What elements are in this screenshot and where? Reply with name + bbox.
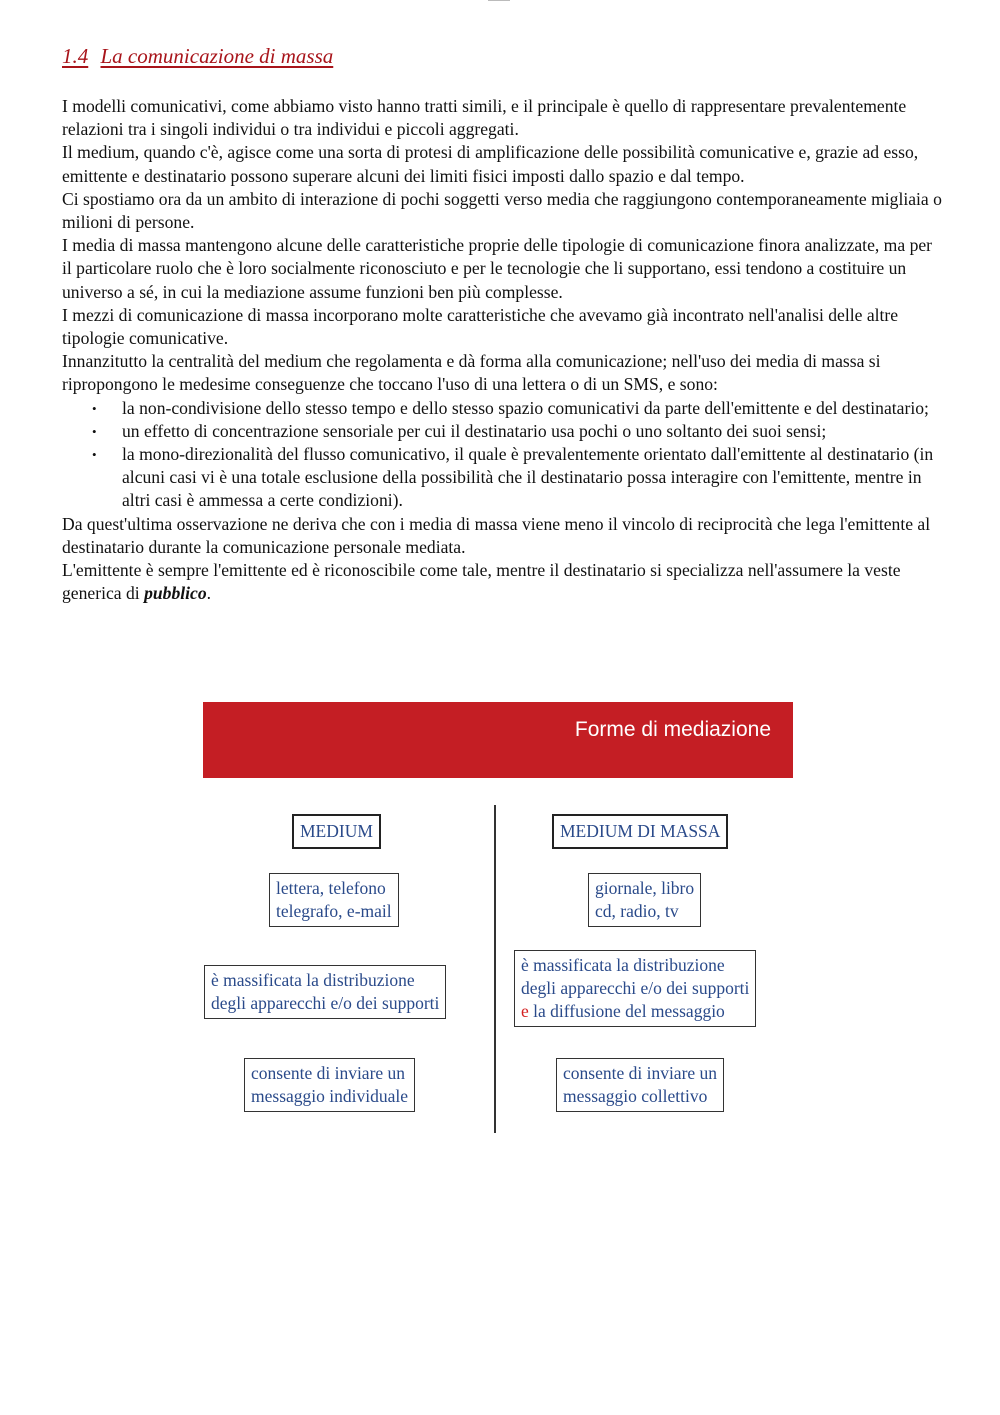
section-heading: La comunicazione di massa — [100, 44, 334, 68]
medium-header-box — [292, 814, 381, 849]
box-line: messaggio individuale — [251, 1086, 408, 1106]
paragraph-end: . — [206, 583, 212, 604]
section-title — [62, 44, 333, 69]
paragraph-last — [62, 559, 942, 605]
medium-header: MEDIUM — [300, 821, 373, 841]
paragraph: I mezzi di comunicazione di massa incorporano molte caratteristiche che avevamo già incontrato nell'analisi delle altre tipologie comunicative. — [62, 304, 899, 349]
box-line: è massificata la distribuzione — [521, 955, 725, 975]
list-item: • la mono-direzionalità del flusso comunicativo, il quale è prevalentemente orientato dall'emittente al destinatario (in alcuni casi vi è una totale esclusione della possibilità che il destinatario possa interagire con l'emittente, mentre in altri casi è ammessa a certe condizioni). — [122, 443, 942, 513]
section-number: 1.4 — [62, 44, 89, 68]
paragraph: I modelli comunicativi, come abbiamo visto hanno tratti simili, e il principale è quello di rappresentare prevalentemente relazioni tra i singoli individui o tra individui e piccoli aggregati. — [62, 96, 907, 140]
mass-medium-purpose-box — [556, 1058, 724, 1112]
diagram-banner — [203, 702, 793, 778]
box-line: giornale, libro — [595, 878, 695, 898]
diagram-divider — [494, 805, 496, 1133]
box-line — [521, 1000, 749, 1023]
paragraph: Il medium, quando c'è, agisce come una sorta di protesi di amplificazione delle possibilità comunicative e, grazie ad esso, emittente e destinatario possono superare alcuni dei limiti fisici imposti dallo spazio e dal tempo. — [62, 142, 919, 186]
mass-medium-distribution-box — [514, 950, 756, 1027]
paragraph: I media di massa mantengono alcune delle caratteristiche proprie delle tipologie di comunicazione finora analizzate, ma per il particolare ruolo che è loro socialmente riconosciuto e per le tecnologie che li supportano, essi tendono a costituire un universo a sé, in cui la mediazione assume funzioni ben più complesse. — [62, 235, 933, 302]
highlight-conjunction: e — [521, 1001, 529, 1021]
bullet-list — [62, 397, 942, 513]
box-line: degli apparecchi e/o dei supporti — [211, 993, 440, 1013]
box-line: è massificata la distribuzione — [211, 970, 415, 990]
diagram-title: Forme di mediazione — [574, 718, 771, 741]
box-line-extra: la diffusione del messaggio — [528, 1001, 725, 1021]
paragraph: Innanzitutto la centralità del medium che regolamenta e dà forma alla comunicazione; nell'uso dei media di massa si ripropongono le medesime conseguenze che toccano l'uso di una lettera o di un SMS, e sono: — [62, 351, 881, 395]
box-line: telegrafo, e-mail — [276, 901, 392, 921]
medium-distribution-box — [204, 965, 446, 1019]
mass-medium-header-box — [552, 814, 728, 849]
box-line: degli apparecchi e/o dei supporti — [521, 978, 750, 998]
paragraph-text: L'emittente è sempre l'emittente ed è riconoscibile come tale, mentre il destinatario si specializza nell'assumere la veste generica di — [62, 560, 901, 604]
paragraph: Ci spostiamo ora da un ambito di interazione di pochi soggetti verso media che raggiungono contemporaneamente migliaia o milioni di persone. — [62, 188, 942, 233]
list-item: • un effetto di concentrazione sensoriale per cui il destinatario usa pochi o uno soltanto dei suoi sensi; — [122, 420, 942, 443]
emphasis-term: pubblico — [144, 583, 207, 604]
mass-medium-examples-box — [588, 873, 701, 927]
box-line: cd, radio, tv — [595, 901, 679, 921]
mediation-diagram — [203, 702, 793, 1134]
box-line: lettera, telefono — [276, 878, 386, 898]
medium-examples-box — [269, 873, 399, 927]
box-line: consente di inviare un — [251, 1063, 406, 1083]
paragraph: Da quest'ultima osservazione ne deriva che con i media di massa viene meno il vincolo di reciprocità che lega l'emittente al destinatario durante la comunicazione personale mediata. — [62, 513, 931, 557]
mass-medium-header: MEDIUM DI MASSA — [560, 821, 721, 841]
medium-purpose-box — [244, 1058, 415, 1112]
list-item: • la non-condivisione dello stesso tempo e dello stesso spazio comunicativi da parte dell'emittente e del destinatario; — [122, 397, 942, 420]
box-line: consente di inviare un — [563, 1063, 718, 1083]
box-line: messaggio collettivo — [563, 1086, 708, 1106]
page-header-mark — [488, 0, 510, 4]
body-text — [62, 95, 942, 605]
